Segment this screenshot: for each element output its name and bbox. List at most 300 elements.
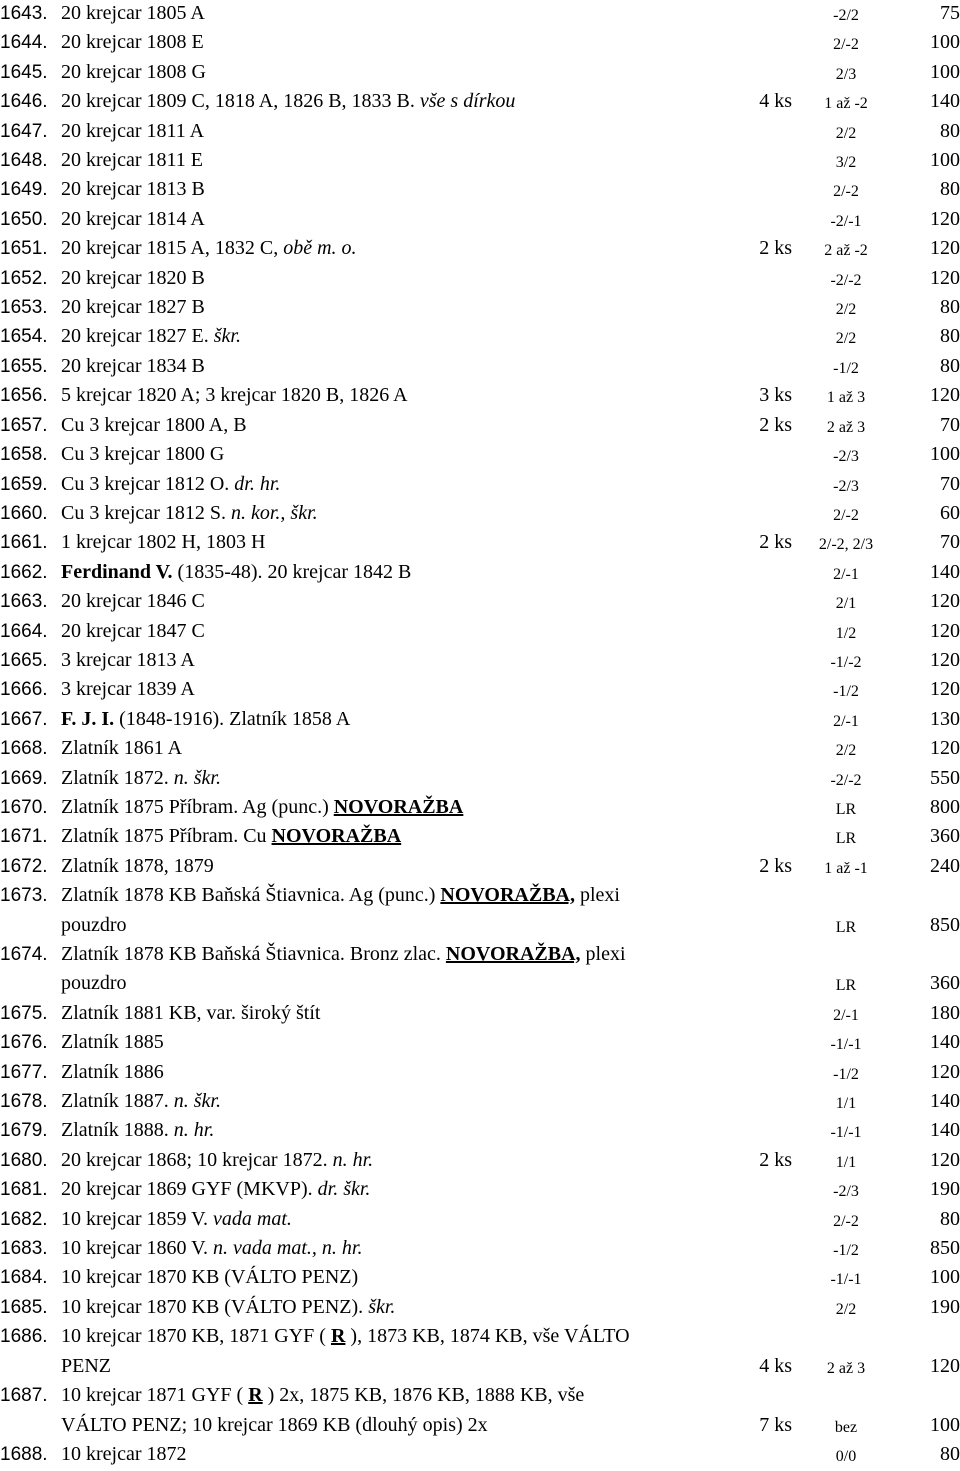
lot-row [0, 734, 960, 763]
lot-row [0, 793, 960, 822]
description-line [61, 1146, 751, 1175]
description-segment: 20 krejcar 1811 E [61, 149, 203, 172]
lot-description [61, 1028, 751, 1057]
description-segment: 20 krejcar 1813 B [61, 178, 205, 201]
lot-row [0, 117, 960, 146]
lot-row [0, 1440, 960, 1469]
lot-row [0, 87, 960, 116]
description-line [61, 1058, 751, 1087]
description-line [61, 58, 751, 87]
lot-grade: 1/2 [835, 624, 857, 642]
description-line [61, 1411, 751, 1440]
lot-number: 1676. [0, 1032, 48, 1054]
lot-price: 180 [930, 1001, 960, 1024]
description-line [61, 852, 751, 881]
lot-number: 1657. [0, 414, 48, 436]
lot-grade: 2/2 [835, 1300, 857, 1318]
lot-description [61, 528, 751, 557]
lot-number: 1680. [0, 1149, 48, 1171]
lot-description [61, 675, 751, 704]
lot-price: 120 [930, 619, 960, 642]
description-line [61, 470, 751, 499]
lot-grade: -1/-1 [830, 1036, 862, 1054]
description-line [61, 1234, 751, 1263]
lot-description [61, 87, 751, 116]
lot-row [0, 352, 960, 381]
description-segment: 10 krejcar 1859 V. [61, 1207, 214, 1230]
lot-row [0, 558, 960, 587]
description-line [61, 146, 751, 175]
lot-price: 100 [930, 443, 960, 466]
lot-grade: 2/2 [835, 742, 857, 760]
description-segment: 10 krejcar 1871 GYF ( [61, 1384, 249, 1407]
lot-price: 140 [930, 90, 960, 113]
lot-row [0, 322, 960, 351]
lot-number: 1677. [0, 1061, 48, 1083]
lot-grade: 2/3 [835, 65, 857, 83]
lot-price: 850 [930, 913, 960, 936]
lot-description [61, 1263, 751, 1292]
description-segment: R [330, 1325, 346, 1348]
description-segment: VÁLTO PENZ; 10 krejcar 1869 KB (dlouhý opis) 2x [61, 1413, 488, 1436]
lot-description [61, 558, 751, 587]
lot-description [61, 499, 751, 528]
lot-grade: LR [835, 800, 857, 818]
description-line [61, 1322, 751, 1351]
lot-row [0, 1322, 960, 1381]
description-segment: obě m. o. [283, 237, 357, 260]
lot-quantity: 2 ks [759, 237, 792, 260]
description-segment: PENZ [61, 1354, 111, 1377]
description-segment: Cu 3 krejcar 1800 G [61, 443, 225, 466]
lot-grade: -2/2 [833, 7, 859, 24]
description-segment: 20 krejcar 1820 B [61, 266, 205, 289]
description-line [61, 87, 751, 116]
description-segment: Cu 3 krejcar 1812 O. [61, 472, 235, 495]
description-line [61, 499, 751, 528]
lot-row [0, 999, 960, 1028]
lot-number: 1649. [0, 179, 48, 201]
lot-grade: 1/1 [835, 1153, 857, 1171]
lot-number: 1662. [0, 561, 48, 583]
lot-price: 120 [930, 678, 960, 701]
description-segment: (1835-48). 20 krejcar 1842 B [172, 560, 412, 583]
lot-row [0, 1205, 960, 1234]
lot-description [61, 440, 751, 469]
lot-quantity: 2 ks [759, 1148, 792, 1171]
lot-row [0, 175, 960, 204]
lot-row [0, 1175, 960, 1204]
lot-grade: 0/0 [835, 1447, 857, 1465]
description-segment: Zlatník 1885 [61, 1031, 164, 1054]
description-line [61, 969, 751, 998]
lot-grade: -1/2 [833, 359, 859, 377]
lot-number: 1654. [0, 326, 48, 348]
description-segment: Zlatník 1887. [61, 1090, 174, 1113]
lot-number: 1673. [0, 885, 48, 907]
lot-number: 1685. [0, 1296, 48, 1318]
lot-description [61, 1058, 751, 1087]
lot-description [61, 999, 751, 1028]
description-line [61, 1028, 751, 1057]
lot-grade: 2/-1 [833, 712, 859, 730]
lot-description [61, 1322, 751, 1381]
lot-description [61, 1234, 751, 1263]
description-line [61, 911, 751, 940]
lot-description [61, 411, 751, 440]
lot-grade: -1/-1 [830, 1271, 862, 1289]
lot-number: 1650. [0, 208, 48, 230]
lot-description [61, 293, 751, 322]
lot-description [61, 940, 751, 999]
lot-description [61, 793, 751, 822]
description-line [61, 764, 751, 793]
description-line [61, 1440, 751, 1469]
description-segment: Zlatník 1861 A [61, 737, 183, 760]
lot-row [0, 1234, 960, 1263]
lot-grade: bez [834, 1418, 858, 1436]
description-segment: (1848-1916). Zlatník 1858 A [114, 707, 351, 730]
description-segment: Ferdinand V. [61, 560, 173, 583]
description-segment: ), 1873 KB, 1874 KB, vše VÁLTO [345, 1325, 630, 1348]
lot-description [61, 0, 751, 28]
lot-grade: 2/2 [835, 124, 857, 142]
lot-description [61, 1205, 751, 1234]
lot-price: 100 [930, 1266, 960, 1289]
lot-grade: 2/-1 [833, 565, 859, 583]
lot-price: 550 [930, 766, 960, 789]
description-segment: NOVORAŽBA, [445, 943, 581, 965]
lot-number: 1646. [0, 91, 48, 113]
lot-description [61, 470, 751, 499]
lot-row [0, 940, 960, 999]
lot-price: 360 [930, 825, 960, 848]
lot-row [0, 528, 960, 557]
lot-description [61, 705, 751, 734]
lot-number: 1670. [0, 796, 48, 818]
description-line [61, 411, 751, 440]
lot-price: 80 [940, 296, 960, 319]
description-segment: Cu 3 krejcar 1812 S. [61, 501, 231, 524]
lot-number: 1659. [0, 473, 48, 495]
lot-description [61, 1087, 751, 1116]
description-segment: Zlatník 1881 KB, var. široký štít [61, 1001, 321, 1024]
lot-price: 130 [930, 707, 960, 730]
lot-price: 80 [940, 354, 960, 377]
lot-row [0, 381, 960, 410]
description-segment: n. škr. [173, 766, 221, 789]
lot-row [0, 646, 960, 675]
lot-price: 120 [930, 648, 960, 671]
lot-row [0, 1293, 960, 1322]
lot-price: 80 [940, 1207, 960, 1230]
lot-number: 1652. [0, 267, 48, 289]
lot-description [61, 617, 751, 646]
description-segment: Zlatník 1872. [61, 766, 174, 789]
lot-description [61, 852, 751, 881]
lot-price: 800 [930, 795, 960, 818]
description-line [61, 940, 751, 969]
lot-price: 100 [930, 60, 960, 83]
lot-description [61, 1381, 751, 1440]
description-line [61, 793, 751, 822]
lot-description [61, 146, 751, 175]
description-segment: n. hr. [173, 1119, 215, 1142]
lot-grade: 2/-2 [833, 506, 859, 524]
lot-grade: 2 až 3 [826, 1359, 866, 1377]
lot-description [61, 822, 751, 851]
lot-row [0, 705, 960, 734]
lot-price: 70 [940, 472, 960, 495]
description-line [61, 705, 751, 734]
lot-description [61, 117, 751, 146]
lot-number: 1655. [0, 355, 48, 377]
lot-number: 1648. [0, 150, 48, 172]
lot-description [61, 1440, 751, 1469]
lot-row [0, 587, 960, 616]
description-segment: vše s dírkou [419, 90, 516, 113]
description-segment: 20 krejcar 1827 E. [61, 325, 214, 348]
lot-grade: 1/1 [835, 1095, 857, 1113]
lot-price: 80 [940, 119, 960, 142]
lot-row [0, 1058, 960, 1087]
lot-row [0, 28, 960, 57]
description-segment: Zlatník 1878 KB Baňská Štiavnica. Ag (punc.) [61, 884, 441, 907]
lot-description [61, 175, 751, 204]
description-line [61, 0, 751, 28]
lot-row [0, 1028, 960, 1057]
lot-row [0, 470, 960, 499]
description-segment: 10 krejcar 1872 [61, 1442, 187, 1465]
lot-row [0, 499, 960, 528]
lot-grade: -1/2 [833, 683, 859, 701]
description-segment: vada mat. [213, 1207, 292, 1230]
lot-price: 120 [930, 737, 960, 760]
description-segment: n. hr. [332, 1148, 374, 1171]
lot-description [61, 1146, 751, 1175]
lot-grade: 1 až -1 [824, 859, 868, 877]
lot-number: 1679. [0, 1120, 48, 1142]
lot-number: 1678. [0, 1091, 48, 1113]
description-segment: škr. [213, 325, 241, 348]
description-segment: n. vada mat., n. hr. [213, 1237, 363, 1260]
lot-number: 1661. [0, 532, 48, 554]
lot-grade: 2/-2 [833, 36, 859, 54]
lot-price: 100 [930, 31, 960, 54]
description-segment: Zlatník 1888. [61, 1119, 174, 1142]
lot-grade: 1 až -2 [824, 95, 868, 113]
lot-number: 1667. [0, 708, 48, 730]
lot-price: 120 [930, 1060, 960, 1083]
lot-description [61, 1116, 751, 1145]
description-segment: 3 krejcar 1813 A [61, 648, 195, 671]
lot-price: 140 [930, 560, 960, 583]
lot-number: 1682. [0, 1208, 48, 1230]
description-line [61, 558, 751, 587]
lot-description [61, 58, 751, 87]
lot-row [0, 58, 960, 87]
lot-price: 120 [930, 237, 960, 260]
lot-grade: 2/2 [835, 301, 857, 319]
lot-description [61, 234, 751, 263]
lot-grade: 1 až 3 [826, 389, 866, 407]
lot-row [0, 440, 960, 469]
description-line [61, 734, 751, 763]
description-line [61, 293, 751, 322]
lot-grade: LR [835, 977, 857, 995]
lot-grade: -1/-2 [830, 653, 862, 671]
lot-price: 120 [930, 1354, 960, 1377]
description-segment: 20 krejcar 1827 B [61, 296, 205, 319]
lot-price: 80 [940, 325, 960, 348]
lot-row [0, 1087, 960, 1116]
lot-price: 70 [940, 413, 960, 436]
lot-number: 1669. [0, 767, 48, 789]
description-line [61, 1087, 751, 1116]
description-line [61, 1175, 751, 1204]
lot-number: 1647. [0, 120, 48, 142]
lot-grade: -1/2 [833, 1242, 859, 1260]
lot-description [61, 28, 751, 57]
description-line [61, 175, 751, 204]
description-segment: 10 krejcar 1870 KB, 1871 GYF ( [61, 1325, 331, 1348]
lot-description [61, 881, 751, 940]
description-segment: 10 krejcar 1870 KB (VÁLTO PENZ) [61, 1266, 359, 1289]
lot-grade: -2/-1 [830, 212, 862, 230]
lot-row [0, 205, 960, 234]
description-segment: 20 krejcar 1847 C [61, 619, 205, 642]
description-segment: 10 krejcar 1860 V. [61, 1237, 214, 1260]
lot-grade: 2/-2 [833, 1212, 859, 1230]
description-line [61, 352, 751, 381]
lot-number: 1651. [0, 238, 48, 260]
lot-number: 1656. [0, 385, 48, 407]
description-line [61, 617, 751, 646]
lot-grade: -1/2 [833, 1065, 859, 1083]
lot-row [0, 264, 960, 293]
description-line [61, 322, 751, 351]
lot-row [0, 852, 960, 881]
lot-description [61, 1293, 751, 1322]
description-segment: 20 krejcar 1811 A [61, 119, 205, 142]
lot-price: 100 [930, 149, 960, 172]
lot-grade: 2/2 [835, 330, 857, 348]
description-segment: Zlatník 1878, 1879 [61, 854, 214, 877]
lot-description [61, 264, 751, 293]
lot-grade: -2/-2 [830, 771, 862, 789]
description-line [61, 528, 751, 557]
lot-description [61, 352, 751, 381]
description-segment: R [248, 1384, 263, 1407]
lot-price: 80 [940, 1442, 960, 1465]
description-segment: dr. škr. [317, 1178, 371, 1201]
lot-row [0, 293, 960, 322]
lot-number: 1671. [0, 826, 48, 848]
description-segment: 10 krejcar 1870 KB (VÁLTO PENZ). [61, 1295, 369, 1318]
description-line [61, 1263, 751, 1292]
description-segment: 3 krejcar 1839 A [61, 678, 195, 701]
lot-price: 190 [930, 1178, 960, 1201]
lot-number: 1644. [0, 32, 48, 54]
lot-price: 120 [930, 266, 960, 289]
lot-grade: 2 až 3 [826, 418, 866, 436]
description-segment: 5 krejcar 1820 A; 3 krejcar 1820 B, 1826 A [61, 384, 408, 407]
lot-grade: 2/-1 [833, 1006, 859, 1024]
description-line [61, 1116, 751, 1145]
lot-description [61, 322, 751, 351]
lot-number: 1645. [0, 61, 48, 83]
lot-row [0, 0, 960, 28]
lot-quantity: 7 ks [759, 1413, 792, 1436]
description-segment: Zlatník 1875 Příbram. Cu [61, 825, 272, 848]
description-line [61, 587, 751, 616]
lot-grade: LR [835, 830, 857, 848]
lot-number: 1668. [0, 738, 48, 760]
description-segment: plexi [580, 943, 626, 965]
lot-description [61, 1175, 751, 1204]
lot-row [0, 822, 960, 851]
lot-row [0, 1146, 960, 1175]
description-line [61, 117, 751, 146]
description-segment: NOVORAŽBA [271, 825, 402, 848]
lot-price: 120 [930, 207, 960, 230]
lot-price: 140 [930, 1090, 960, 1113]
description-segment: pouzdro [61, 972, 127, 995]
lot-number: 1674. [0, 944, 48, 965]
description-segment: pouzdro [61, 913, 127, 936]
description-segment: Zlatník 1878 KB Baňská Štiavnica. Bronz zlac. [61, 943, 446, 965]
description-segment: ) 2x, 1875 KB, 1876 KB, 1888 KB, vše [262, 1384, 585, 1407]
description-line [61, 881, 751, 910]
lot-quantity: 4 ks [759, 1354, 792, 1377]
lot-quantity: 2 ks [759, 531, 792, 554]
lot-price: 100 [930, 1413, 960, 1436]
lot-row [0, 1381, 960, 1440]
description-segment: 20 krejcar 1834 B [61, 354, 205, 377]
description-segment: NOVORAŽBA [333, 795, 464, 818]
description-segment: n. kor., škr. [230, 501, 318, 524]
lot-price: 360 [930, 972, 960, 995]
description-segment: 20 krejcar 1814 A [61, 207, 205, 230]
lot-description [61, 734, 751, 763]
description-segment: škr. [368, 1295, 396, 1318]
lot-grade: -2/3 [833, 1183, 859, 1201]
lot-number: 1687. [0, 1385, 48, 1407]
lot-quantity: 3 ks [759, 384, 792, 407]
description-line [61, 1205, 751, 1234]
description-line [61, 822, 751, 851]
description-segment: 20 krejcar 1846 C [61, 590, 205, 613]
description-segment: dr. hr. [234, 472, 281, 495]
lot-number: 1681. [0, 1179, 48, 1201]
lot-description [61, 381, 751, 410]
lot-description [61, 587, 751, 616]
lot-row [0, 675, 960, 704]
description-segment: Zlatník 1886 [61, 1060, 164, 1083]
lot-description [61, 646, 751, 675]
description-line [61, 1381, 751, 1410]
description-segment: Cu 3 krejcar 1800 A, B [61, 413, 247, 436]
lot-price: 60 [940, 501, 960, 524]
description-segment: 20 krejcar 1868; 10 krejcar 1872. [61, 1148, 333, 1171]
lot-price: 140 [930, 1119, 960, 1142]
description-line [61, 264, 751, 293]
description-segment: 20 krejcar 1815 A, 1832 C, [61, 237, 284, 260]
lot-number: 1665. [0, 649, 48, 671]
description-line [61, 999, 751, 1028]
description-segment: plexi [575, 884, 620, 907]
lot-grade: LR [835, 918, 857, 936]
